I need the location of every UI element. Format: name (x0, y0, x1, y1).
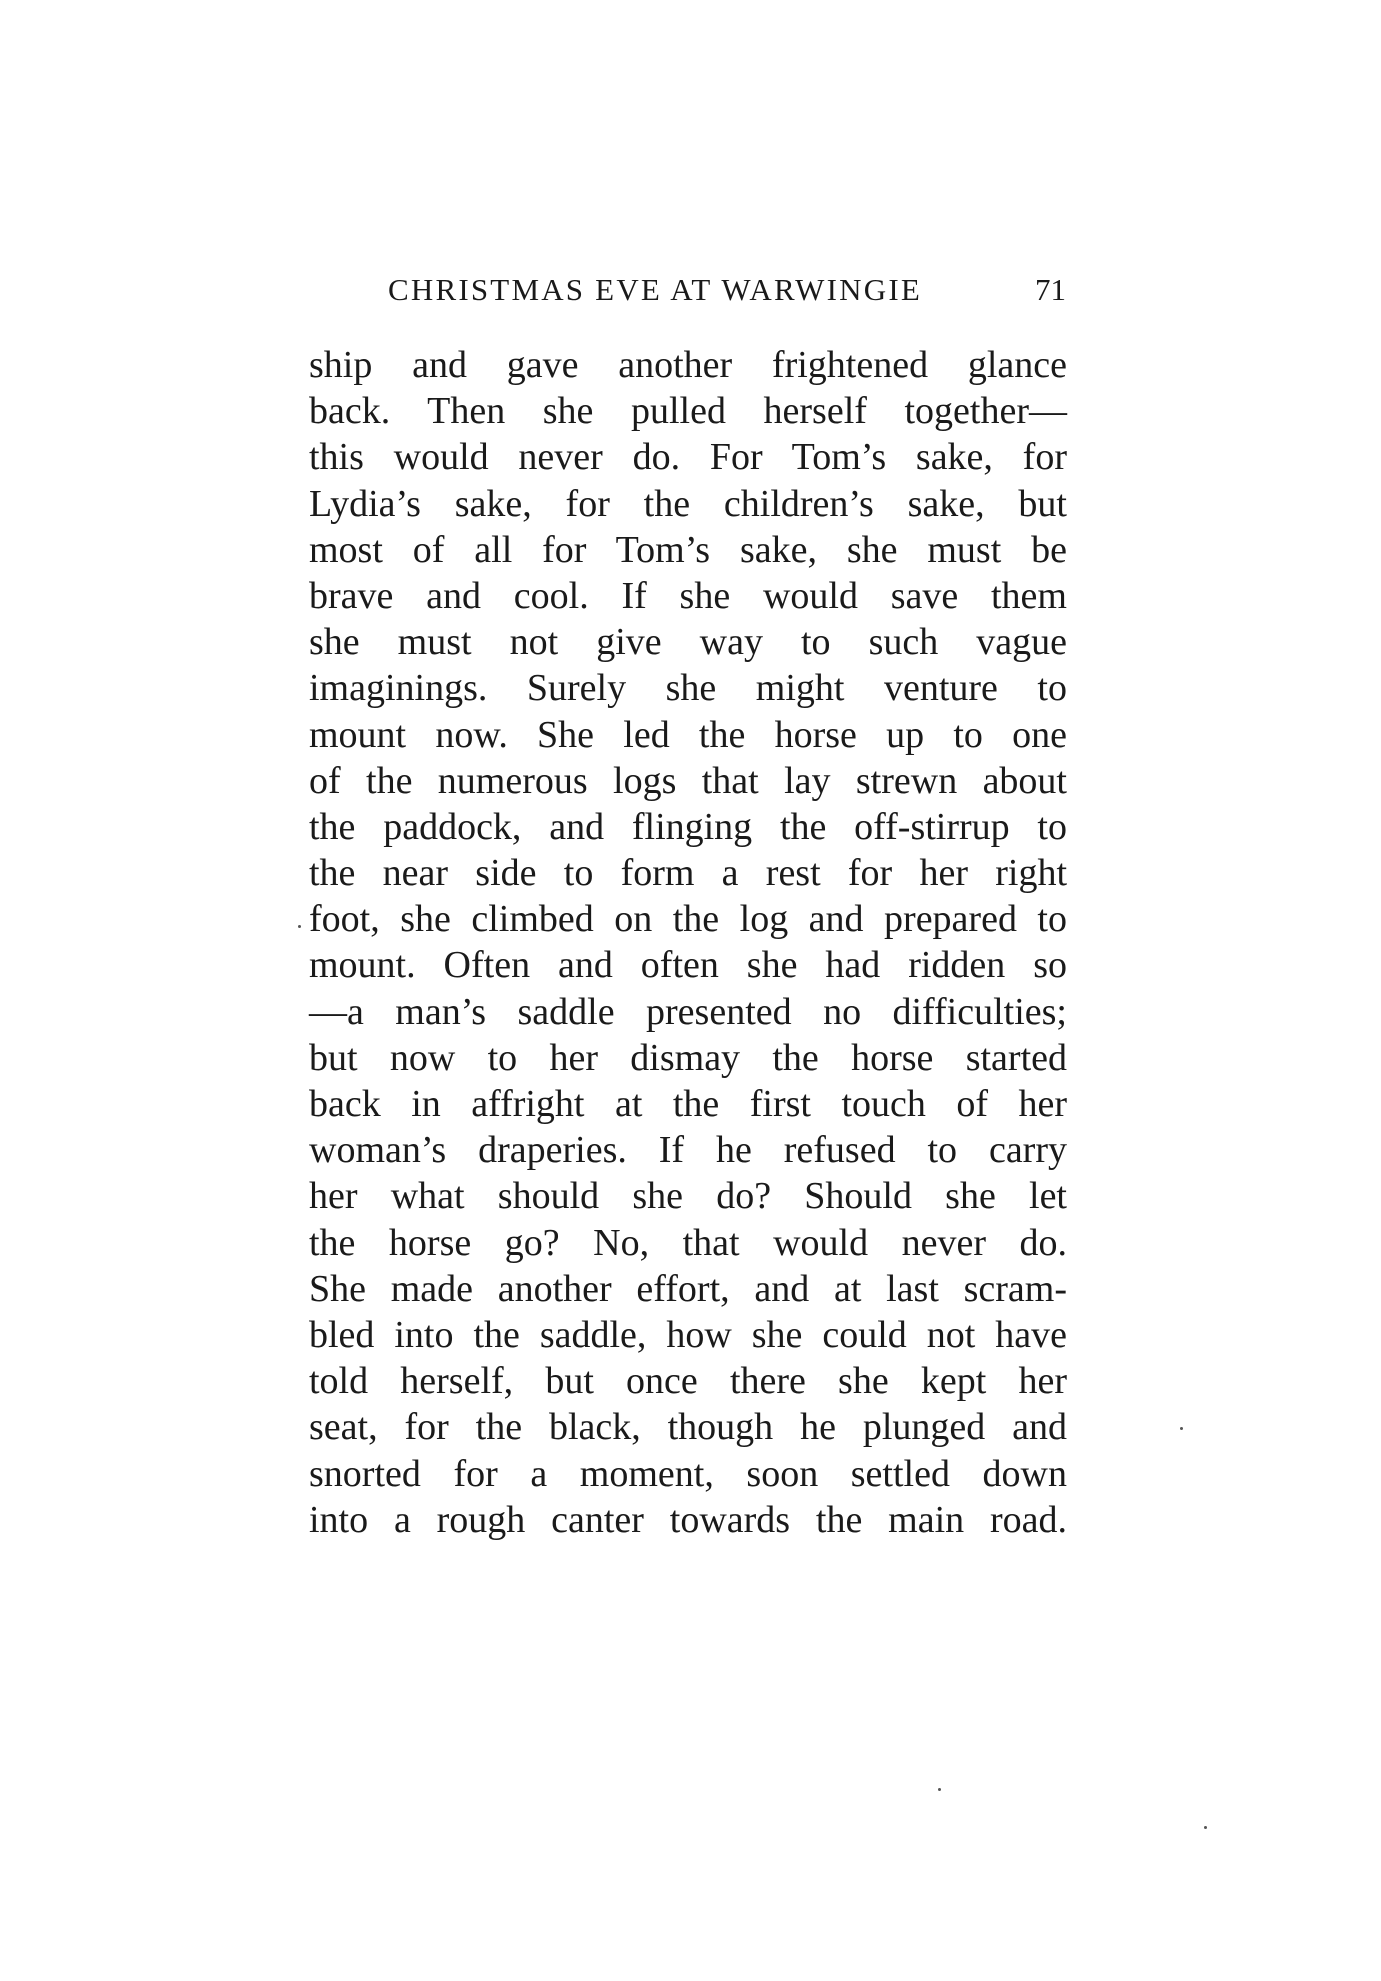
text-line: mount now. She led the horse up to one (309, 713, 1067, 756)
text-line: snorted for a moment, soon settled down (309, 1452, 1067, 1495)
text-line: mount. Often and often she had ridden so (309, 944, 1067, 987)
scan-speck (298, 925, 301, 928)
text-line: seat, for the black, though he plunged and (309, 1406, 1067, 1449)
text-line: of the numerous logs that lay strewn about (309, 759, 1067, 802)
running-title: CHRISTMAS EVE AT WARWINGIE (388, 272, 922, 307)
text-line: but now to her dismay the horse started (309, 1036, 1067, 1079)
scan-speck (1204, 1826, 1207, 1829)
text-line: She made another effort, and at last scram- (309, 1267, 1067, 1310)
text-line: the paddock, and flinging the off-stirrup to (309, 805, 1067, 848)
text-line: into a rough canter towards the main road. (309, 1498, 1067, 1541)
text-line: —a man’s saddle presented no difficulties; (309, 990, 1067, 1033)
body-text (309, 342, 1067, 1543)
text-line: foot, she climbed on the log and prepared to (309, 898, 1067, 941)
text-line: she must not give way to such vague (309, 621, 1067, 664)
text-line: back in affright at the first touch of her (309, 1083, 1067, 1125)
scan-speck (938, 1788, 941, 1791)
running-head (388, 272, 1076, 322)
text-line: imaginings. Surely she might venture to (309, 667, 1067, 710)
text-line: told herself, but once there she kept her (309, 1360, 1067, 1403)
text-line: the horse go? No, that would never do. (309, 1221, 1067, 1264)
text-line: brave and cool. If she would save them (309, 574, 1067, 617)
text-line: back. Then she pulled herself together— (309, 390, 1067, 433)
text-line: the near side to form a rest for her right (309, 852, 1067, 895)
page-number: 71 (1035, 272, 1066, 307)
text-line: most of all for Tom’s sake, she must be (309, 528, 1067, 571)
scan-speck (1180, 1427, 1183, 1430)
text-line: bled into the saddle, how she could not have (309, 1313, 1067, 1356)
text-line: her what should she do? Should she let (309, 1175, 1067, 1218)
text-line: woman’s draperies. If he refused to carry (309, 1129, 1067, 1172)
text-line: this would never do. For Tom’s sake, for (309, 436, 1067, 479)
text-line: Lydia’s sake, for the children’s sake, but (309, 482, 1067, 525)
text-line: ship and gave another frightened glance (309, 344, 1067, 386)
